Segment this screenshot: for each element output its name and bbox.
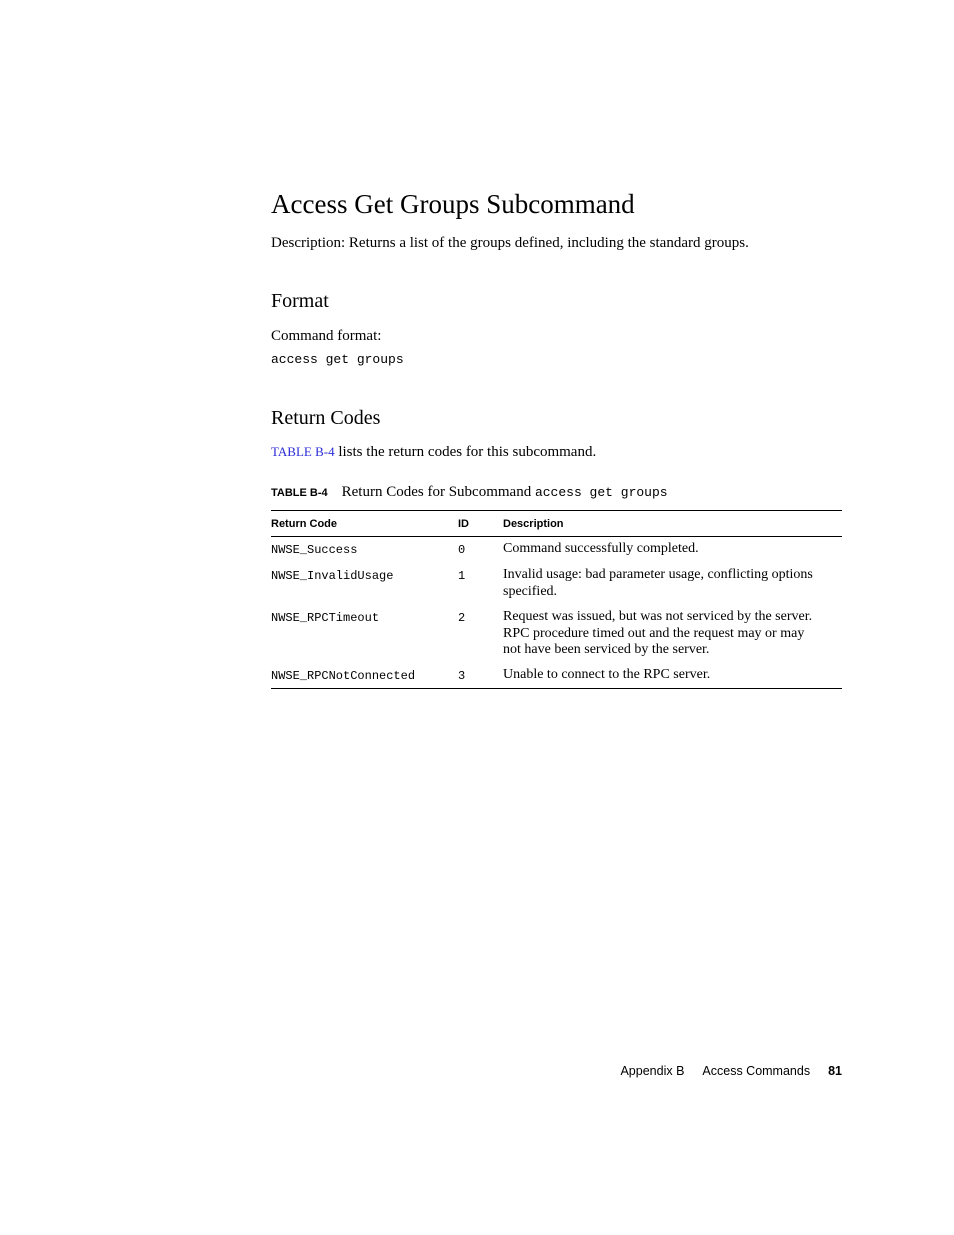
table-caption-label: TABLE B-4: [271, 487, 328, 499]
command-format-label: Command format:: [271, 328, 382, 344]
cell-description: Command successfully completed.: [503, 541, 699, 556]
return-codes-heading: Return Codes: [271, 407, 381, 429]
cell-return-code: NWSE_RPCNotConnected: [271, 669, 416, 683]
table-row: [271, 605, 842, 663]
table-caption-code: access get groups: [534, 485, 668, 500]
table-caption-text: Return Codes for Subcommand: [341, 484, 535, 500]
cell-return-code: NWSE_RPCTimeout: [271, 611, 380, 625]
cell-return-code: NWSE_Success: [271, 543, 358, 557]
footer-appendix: Appendix B: [620, 1064, 685, 1078]
return-codes-table: [271, 510, 842, 689]
table-reference-text: lists the return codes for this subcommand.: [334, 444, 597, 460]
table-reference-paragraph: [271, 442, 596, 462]
cell-id: 0: [458, 543, 466, 557]
table-b4-link[interactable]: TABLE B-4: [271, 444, 335, 459]
page-footer: [271, 1063, 842, 1079]
page-number: 81: [828, 1064, 842, 1078]
cell-id: 1: [458, 569, 466, 583]
header-return-code: Return Code: [271, 518, 337, 530]
footer-chapter: Access Commands: [702, 1064, 811, 1078]
table-row: [271, 537, 842, 563]
table-header-row: [271, 511, 842, 537]
section-description: Description: Returns a list of the groups defined, including the standard groups.: [271, 235, 749, 251]
cell-return-code: NWSE_InvalidUsage: [271, 569, 394, 583]
cell-id: 3: [458, 669, 466, 683]
cell-id: 2: [458, 611, 466, 625]
header-id: ID: [458, 518, 469, 530]
cell-description: Invalid usage: bad parameter usage, conflicting options specified.: [503, 567, 813, 599]
section-title: Access Get Groups Subcommand: [271, 189, 635, 219]
table-row: [271, 563, 842, 605]
cell-description: Unable to connect to the RPC server.: [503, 667, 711, 682]
cell-description: Request was issued, but was not serviced by the server. RPC procedure timed out and the request may or may not have been serviced by the server.: [503, 609, 813, 657]
format-heading: Format: [271, 290, 329, 312]
table-caption: [271, 482, 668, 503]
header-description: Description: [503, 518, 564, 530]
table-row: [271, 663, 842, 688]
command-syntax: access get groups: [271, 352, 404, 367]
